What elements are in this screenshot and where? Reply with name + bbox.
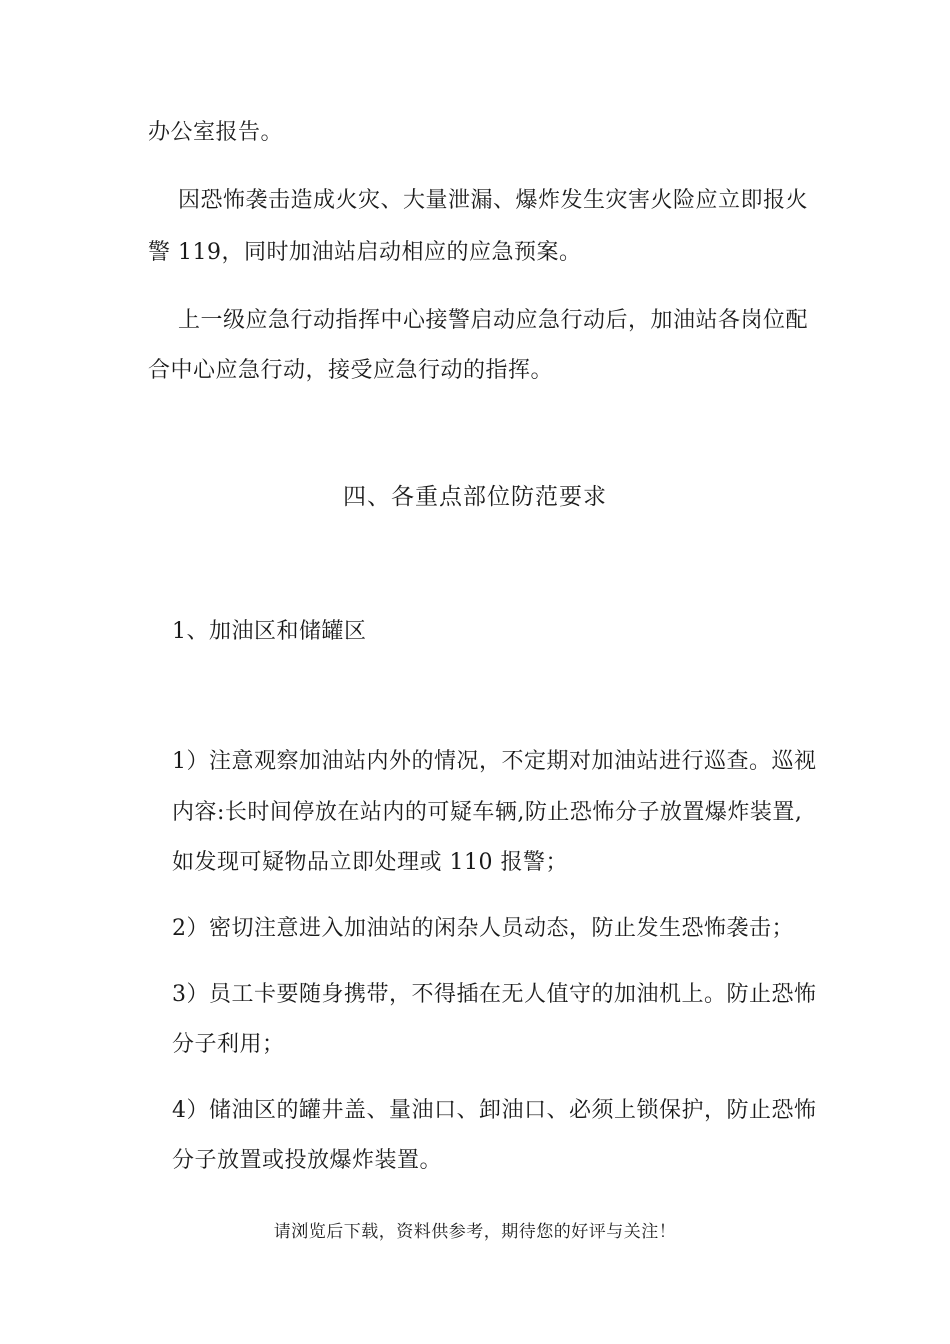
item-3-line-1: 3）员工卡要随身携带，不得插在无人值守的加油机上。防止恐怖 [172,982,817,1007]
subsection-heading: 1、加油区和储罐区 [172,619,367,644]
page-footer: 请浏览后下载，资料供参考，期待您的好评与关注！ [273,1222,677,1242]
item-4-line-1: 4）储油区的罐井盖、量油口、卸油口、必须上锁保护，防止恐怖 [172,1098,817,1123]
section-heading: 四、各重点部位防范要求 [343,484,607,510]
item-1-line-1: 1）注意观察加油站内外的情况，不定期对加油站进行巡查。巡视 [172,749,817,774]
item-3-line-2: 分子利用； [172,1032,285,1057]
paragraph-command-line-1: 上一级应急行动指挥中心接警启动应急行动后，加油站各岗位配 [178,308,809,333]
item-1-line-3: 如发现可疑物品立即处理或 110 报警； [172,850,568,875]
item-1-line-2: 内容:长时间停放在站内的可疑车辆,防止恐怖分子放置爆炸装置, [172,800,803,825]
item-4-line-2: 分子放置或投放爆炸装置。 [172,1148,443,1173]
paragraph-fire-line-1: 因恐怖袭击造成火灾、大量泄漏、爆炸发生灾害火险应立即报火 [178,188,809,213]
item-2-line-1: 2）密切注意进入加油站的闲杂人员动态，防止发生恐怖袭击； [172,916,794,941]
paragraph-command-line-2: 合中心应急行动，接受应急行动的指挥。 [148,358,554,383]
paragraph-report-end: 办公室报告。 [148,120,284,145]
paragraph-fire-line-2: 警 119，同时加油站启动相应的应急预案。 [148,240,582,265]
